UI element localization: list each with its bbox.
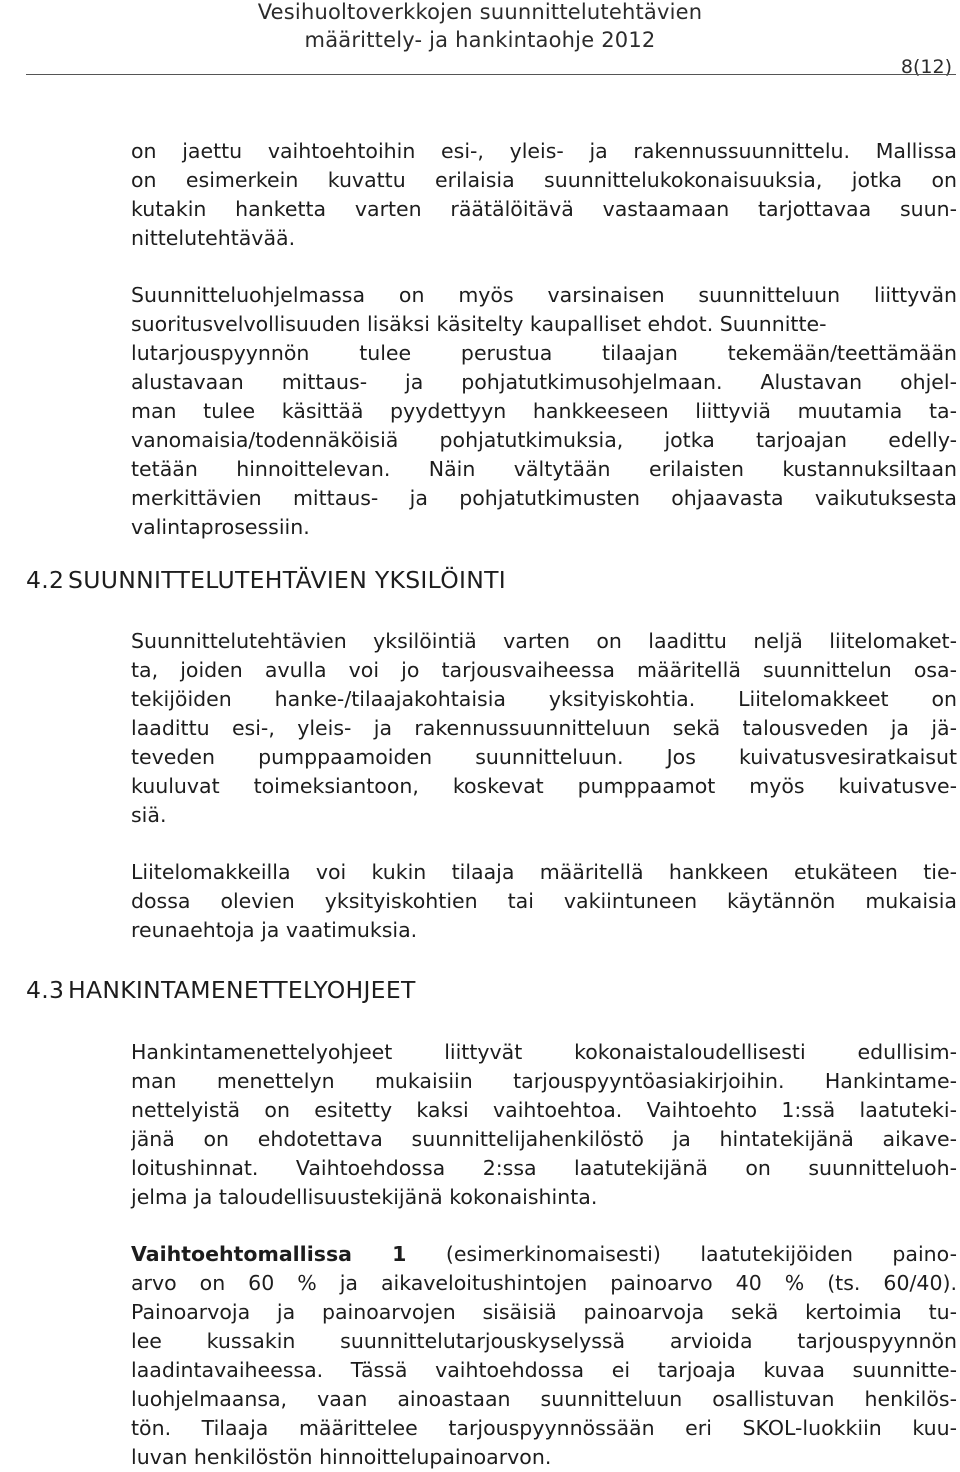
text-line: Suunnittelutehtävien yksilöintiä varten on laadittu neljä liitelomaket- (131, 629, 957, 653)
text-line (131, 1240, 957, 1269)
text-line: man menettelyn mukaisiin tarjouspyyntöasiakirjoihin. Hankintame- (131, 1069, 957, 1093)
text-line: nittelutehtävää. (131, 226, 296, 250)
text-line: arvo on 60 % ja aikaveloitushintojen painoarvo 40 % (ts. 60/40). (131, 1271, 957, 1295)
text-line: laadintavaiheessa. Tässä vaihtoehdossa ei tarjoaja kuvaa suunnitte- (131, 1358, 957, 1382)
text-line: tetään hinnoittelevan. Näin vältytään erilaisten kustannuksiltaan (131, 457, 957, 481)
page-number: 8(12) (900, 56, 952, 78)
text-line: tekijöiden hanke-/tilaajakohtaisia yksityiskohtia. Liitelomakkeet on (131, 687, 957, 711)
section-heading-4-3 (26, 976, 416, 1004)
text-line: on jaettu vaihtoehtoihin esi-, yleis- ja rakennussuunnittelu. Mallissa (131, 139, 957, 163)
section-heading-4-2 (26, 566, 506, 594)
bold-term: Vaihtoehtomallissa 1 (131, 1242, 407, 1266)
text-line: jelma ja taloudellisuustekijänä kokonaishinta. (131, 1185, 598, 1209)
paragraph-5 (131, 1038, 957, 1212)
text-line: dossa olevien yksityiskohtien tai vakiintuneen käytännön mukaisia (131, 889, 957, 913)
text-line: tön. Tilaaja määrittelee tarjouspyynnössään eri SKOL-luokkiin kuu- (131, 1416, 957, 1440)
text-line: Suunnitteluohjelmassa on myös varsinaisen suunnitteluun liittyvän (131, 283, 957, 307)
text-line: lee kussakin suunnittelutarjouskyselyssä arvioida tarjouspyynnön (131, 1329, 957, 1353)
text-line: on esimerkein kuvattu erilaisia suunnittelukokonaisuuksia, jotka on (131, 168, 957, 192)
text-line: luohjelmaansa, vaan ainoastaan suunnitteluun osallistuvan henkilös- (131, 1387, 957, 1411)
document-title-line-1: Vesihuoltoverkkojen suunnittelutehtävien (257, 0, 703, 24)
text-run: (esimerkinomaisesti) laatutekijöiden paino- (406, 1242, 957, 1266)
section-title: SUUNNITTELUTEHTÄVIEN YKSILÖINTI (68, 566, 507, 594)
text-line: valintaprosessiin. (131, 515, 310, 539)
text-line: alustavaan mittaus- ja pohjatutkimusohjelmaan. Alustavan ohjel- (131, 370, 957, 394)
paragraph-6 (131, 1240, 957, 1472)
section-title: HANKINTAMENETTELYOHJEET (68, 976, 416, 1004)
paragraph-4 (131, 858, 957, 945)
text-line: ta, joiden avulla voi jo tarjousvaiheessa määritellä suunnittelun osa- (131, 658, 957, 682)
text-line: merkittävien mittaus- ja pohjatutkimusten ohjaavasta vaikutuksesta (131, 486, 957, 510)
text-line: man tulee käsittää pyydettyyn hankkeeseen liittyviä muutamia ta- (131, 399, 957, 423)
document-title-line-2: määrittely- ja hankintaohje 2012 (304, 28, 656, 52)
text-line: jänä on ehdotettava suunnittelijahenkilöstö ja hintatekijänä aikave- (131, 1127, 957, 1151)
text-line: reunaehtoja ja vaatimuksia. (131, 918, 418, 942)
text-line: kutakin hanketta varten räätälöitävä vastaamaan tarjottavaa suun- (131, 197, 957, 221)
text-line: nettelyistä on esitetty kaksi vaihtoehtoa. Vaihtoehto 1:ssä laatuteki- (131, 1098, 957, 1122)
text-line: kuuluvat toimeksiantoon, koskevat pumppaamot myös kuivatusve- (131, 774, 957, 798)
paragraph-2 (131, 281, 957, 542)
header-divider (26, 74, 956, 75)
text-line: siä. (131, 803, 167, 827)
section-number: 4.3 (26, 976, 65, 1004)
paragraph-1 (131, 137, 957, 253)
paragraph-3 (131, 627, 957, 830)
text-line: suoritusvelvollisuuden lisäksi käsitelty kaupalliset ehdot. Suunnitte- (131, 312, 827, 336)
text-line: Liitelomakkeilla voi kukin tilaaja määritellä hankkeen etukäteen tie- (131, 860, 957, 884)
text-line: vanomaisia/todennäköisiä pohjatutkimuksia, jotka tarjoajan edelly- (131, 428, 957, 452)
text-line: teveden pumppaamoiden suunnitteluun. Jos kuivatusvesiratkaisut (131, 745, 957, 769)
text-line: loitushinnat. Vaihtoehdossa 2:ssa laatutekijänä on suunnitteluoh- (131, 1156, 957, 1180)
text-line: laadittu esi-, yleis- ja rakennussuunnitteluun sekä talousveden ja jä- (131, 716, 957, 740)
text-line: Hankintamenettelyohjeet liittyvät kokonaistaloudellisesti edullisim- (131, 1040, 957, 1064)
section-number: 4.2 (26, 566, 65, 594)
text-line: lutarjouspyynnön tulee perustua tilaajan tekemään/teettämään (131, 341, 957, 365)
text-line: luvan henkilöstön hinnoittelupainoarvon. (131, 1445, 552, 1469)
text-line: Painoarvoja ja painoarvojen sisäisiä painoarvoja sekä kertoimia tu- (131, 1300, 957, 1324)
